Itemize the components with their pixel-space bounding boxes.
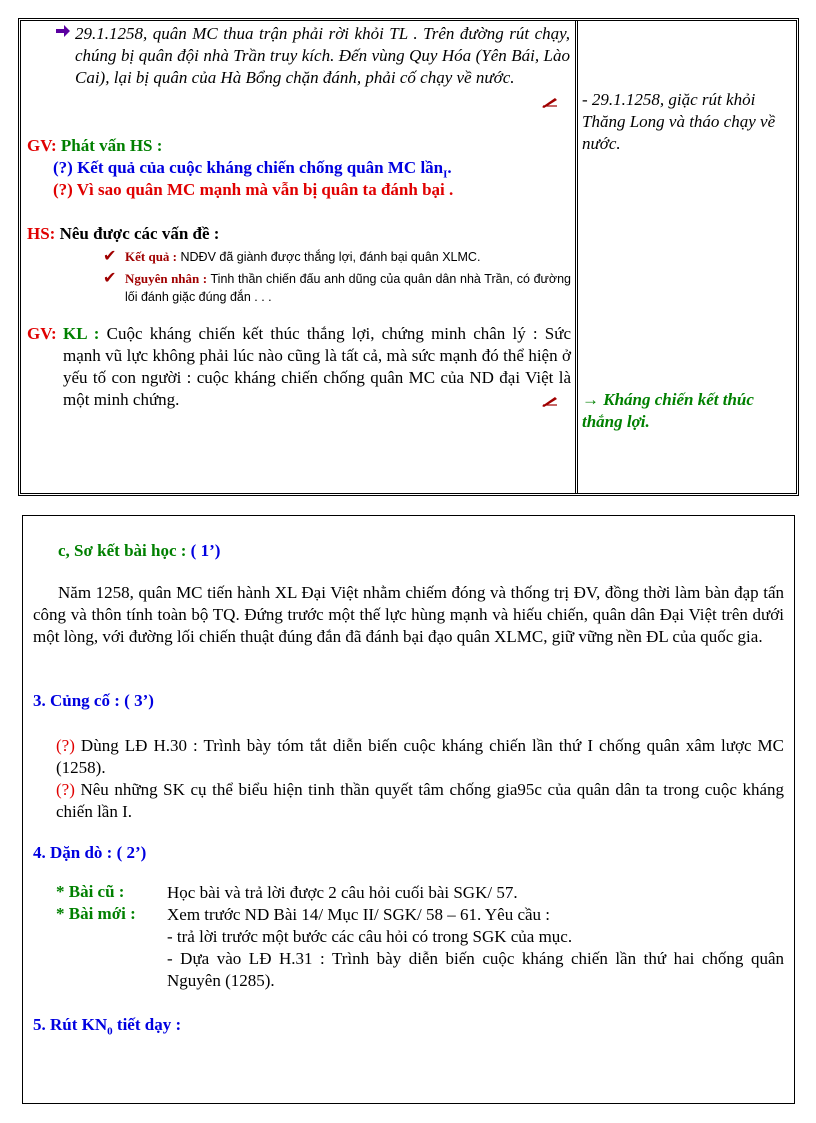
gv-question-line bbox=[27, 135, 162, 157]
conclusion-note-text: Kháng chiến kết thúc thắng lợi. bbox=[582, 390, 754, 431]
question-1-prefix: (?) bbox=[53, 158, 73, 177]
consolidate-heading bbox=[33, 690, 154, 712]
new-lesson-text: Xem trước ND Bài 14/ Mục II/ SGK/ 58 – 61. Yêu cầu : bbox=[167, 905, 551, 924]
kl-label-line bbox=[27, 323, 57, 345]
cause-label: Nguyên nhân : bbox=[125, 271, 208, 286]
question-1-end: . bbox=[447, 158, 452, 177]
consolidate-time: ( 3’) bbox=[124, 691, 154, 710]
summary-head: c, Sơ kết bài học : bbox=[58, 541, 187, 560]
lesson-reflection-heading bbox=[33, 1014, 181, 1042]
lesson-head: 5. Rút KN bbox=[33, 1015, 108, 1034]
lesson-end: tiết dạy : bbox=[116, 1015, 182, 1034]
consolidate-question-2 bbox=[56, 779, 784, 823]
summary-paragraph: Năm 1258, quân MC tiến hành XL Đại Việt nhằm chiếm đóng và thống trị ĐV, đồng thời làm bàn đạp tấn công và thôn tính toàn bộ TQ. Đứng trước một thế lực hùng mạnh và hiếu chiến, quân dân Đại Việt trên dưới một lòng, với đường lối chiến thuật đúng đắn đã đánh bại đạo quân XLMC, giữ vững nền ĐL của quốc gia. bbox=[33, 583, 784, 646]
arrow-bullet-icon bbox=[55, 23, 71, 39]
cq2-text: Nêu những SK cụ thể biểu hiện tinh thần quyết tâm chống gia95c của quân dân ta trong cuộc kháng chiến lần I. bbox=[56, 780, 784, 821]
old-lesson-label: * Bài cũ : bbox=[56, 882, 125, 901]
conclusion-note bbox=[582, 389, 794, 433]
activity-column bbox=[21, 21, 575, 493]
cq1-text: Dùng LĐ H.30 : Trình bày tóm tắt diễn biến cuộc kháng chiến lần thứ I chống quân xâm lược MC (1258). bbox=[56, 736, 784, 777]
cause-line bbox=[125, 270, 571, 306]
pen-icon bbox=[541, 395, 559, 407]
lesson-table bbox=[18, 18, 799, 496]
new-lesson-item-1: - trả lời trước một bước các câu hỏi có trong SGK của mục. bbox=[167, 927, 573, 946]
question-2: (?) Vì sao quân MC mạnh mà vẫn bị quân ta đánh bại . bbox=[53, 180, 454, 199]
new-lesson-item-2: - Dựa vào LĐ H.31 : Trình bày diễn biến cuộc kháng chiến lần thứ hai chống quân Nguyên (1285). bbox=[167, 949, 784, 990]
conclusion-paragraph bbox=[63, 323, 571, 411]
question-1-text: Kết quả của cuộc kháng chiến chống quân MC lần bbox=[77, 158, 444, 177]
old-lesson-text: Học bài và trả lời được 2 câu hỏi cuối bài SGK/ 57. bbox=[167, 883, 518, 902]
result-text: NDĐV đã giành được thắng lợi, đánh bại quân XLMC. bbox=[180, 250, 481, 264]
kl-text: Cuộc kháng chiến kết thúc thắng lợi, chứng minh chân lý : Sức mạnh vũ lực không phải lúc nào cũng là tất cả, mà sức mạnh đó thể hiện ở yếu tố con người : cuộc kháng chiến chống quân MC của ND đại Việt là một minh chứng. bbox=[63, 324, 571, 409]
retreat-note: - 29.1.1258, giặc rút khỏi Thăng Long và tháo chạy về nước. bbox=[582, 90, 776, 153]
homework-heading bbox=[33, 842, 146, 864]
question-1-sub: I bbox=[443, 168, 448, 181]
hs-answer-line bbox=[27, 223, 219, 245]
arrow-icon: → bbox=[582, 390, 599, 409]
hs-label: HS: bbox=[27, 224, 56, 243]
summary-time: ( 1’) bbox=[190, 541, 221, 560]
summary-box bbox=[22, 515, 795, 1104]
result-line bbox=[125, 248, 571, 266]
kl-label: KL : bbox=[63, 324, 100, 343]
notes-column bbox=[578, 21, 796, 493]
gv-question-head: Phát vấn HS : bbox=[60, 136, 163, 155]
hs-head: Nêu được các vấn đề : bbox=[59, 224, 220, 243]
summary-heading bbox=[58, 540, 220, 562]
cq1-prefix: (?) bbox=[56, 736, 75, 755]
new-lesson-label: * Bài mới : bbox=[56, 904, 136, 923]
check-icon: ✔ bbox=[103, 246, 117, 265]
lesson-sub: 0 bbox=[107, 1025, 113, 1038]
homework-time: ( 2’) bbox=[116, 843, 147, 862]
cause-text: Tinh thần chiến đấu anh dũng của quân dân nhà Trần, có đường lối đánh giặc đúng đắn . . . bbox=[125, 272, 571, 304]
consolidate-question-1 bbox=[56, 735, 784, 779]
result-label: Kết quả : bbox=[125, 249, 177, 264]
consolidate-head: 3. Củng cố : bbox=[33, 691, 120, 710]
kl-gv-label: GV: bbox=[27, 324, 57, 343]
cq2-prefix: (?) bbox=[56, 780, 75, 799]
check-icon: ✔ bbox=[103, 268, 117, 287]
homework-head: 4. Dặn dò : bbox=[33, 843, 113, 862]
gv-label: GV: bbox=[27, 136, 57, 155]
events-paragraph: 29.1.1258, quân MC thua trận phải rời khỏi TL . Trên đường rút chạy, chúng bị quân đội nhà Trần truy kích. Đến vùng Quy Hóa (Yên Bái, Lào Cai), lại bị quân của Hà Bổng chặn đánh, phải cố chạy về nước. bbox=[75, 24, 570, 87]
pen-icon bbox=[541, 96, 559, 108]
